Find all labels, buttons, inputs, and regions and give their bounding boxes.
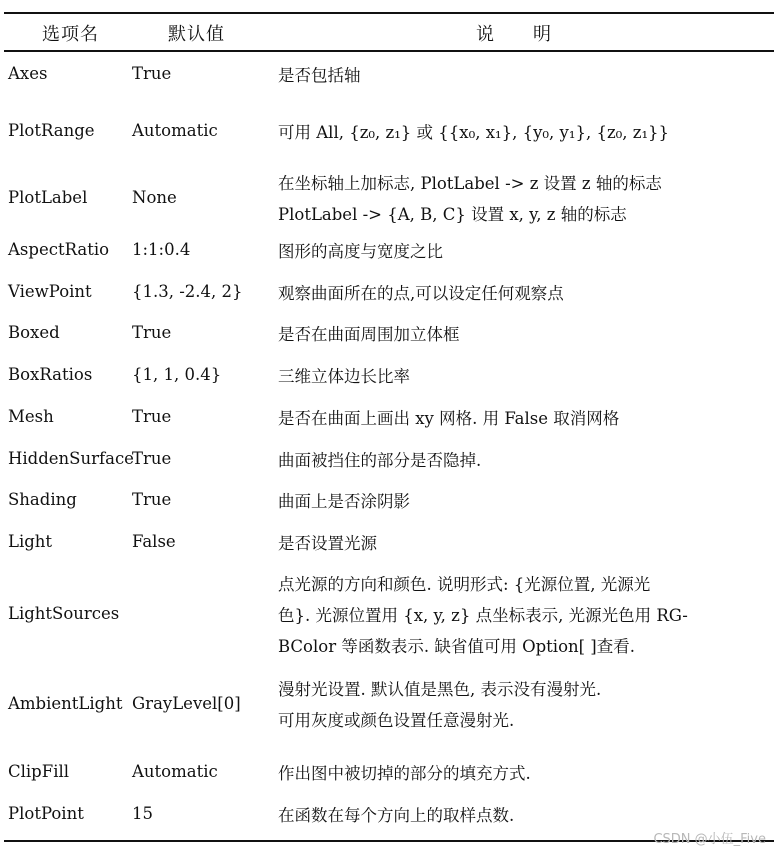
description-line: 是否在曲面周围加立体框 [278,324,460,344]
description-line: 是否在曲面上画出 xy 网格. 用 False 取消网格 [278,408,620,428]
default-value: {1, 1, 0.4} [132,365,222,384]
option-description [278,486,768,517]
description-line: 是否设置光源 [278,533,377,553]
option-name: Shading [8,490,77,509]
default-value: True [132,323,172,342]
option-description [278,319,768,350]
default-value: {1.3, -2.4, 2} [132,282,243,301]
description-line: 观察曲面所在的点,可以设定任何观察点 [278,283,564,303]
default-value: False [132,532,176,551]
option-name: Axes [8,64,48,83]
option-name: Mesh [8,407,54,426]
description-line: 在函数在每个方向上的取样点数. [278,805,515,825]
option-description [278,674,768,736]
option-description [278,278,768,309]
option-description [278,445,768,476]
option-name: BoxRatios [8,365,93,384]
option-description [278,60,768,91]
default-value: 15 [132,804,153,823]
default-value: True [132,64,172,83]
watermark: CSDN @小伍_Five [653,832,766,847]
description-line: 图形的高度与宽度之比 [278,241,443,261]
description-line: 曲面被挡住的部分是否隐掉. [278,450,482,470]
description-line: 点光源的方向和颜色. 说明形式: {光源位置, 光源光 [278,574,651,594]
description-line: BColor 等函数表示. 缺省值可用 Option[ ]查看. [278,636,635,656]
header-option-name: 选项名 [42,24,99,45]
description-line: 色}. 光源位置用 {x, y, z} 点坐标表示, 光源光色用 RG- [278,605,688,625]
option-name: PlotRange [8,121,95,140]
option-description [278,800,768,831]
option-description [278,569,768,662]
option-name: PlotPoint [8,804,84,823]
option-name: PlotLabel [8,188,88,207]
header-default-value: 默认值 [168,24,225,45]
option-description [278,403,768,434]
description-line: 在坐标轴上加标志, PlotLabel -> z 设置 z 轴的标志 [278,174,662,193]
default-value: 1:1:0.4 [132,240,191,259]
description-line: 曲面上是否涂阴影 [278,491,410,511]
option-name: ClipFill [8,762,70,781]
description-line: 漫射光设置. 默认值是黑色, 表示没有漫射光. [278,680,602,699]
header-description: 说 明 [476,24,552,45]
option-description [278,236,768,267]
option-name: ViewPoint [8,282,92,301]
default-value: True [132,449,172,468]
option-description [278,758,768,789]
default-value: GrayLevel[0] [132,694,241,713]
option-name: Boxed [8,323,60,342]
option-name: AspectRatio [8,240,110,259]
option-name: Light [8,532,53,551]
description-line: 可用灰度或颜色设置任意漫射光. [278,711,515,730]
option-name: AmbientLight [8,694,123,713]
description-line: 是否包括轴 [278,65,361,85]
description-line: 作出图中被切掉的部分的填充方式. [278,763,531,783]
option-name: HiddenSurface [8,449,134,468]
table-header-rule [4,50,774,52]
table-top-rule [4,12,774,14]
description-line: 可用 All, {z₀, z₁} 或 {{x₀, x₁}, {y₀, y₁}, {z₀, z₁}} [278,122,670,142]
option-name: LightSources [8,604,120,623]
option-description [278,168,768,230]
option-description [278,528,768,559]
description-line: 三维立体边长比率 [278,366,410,386]
description-line: PlotLabel -> {A, B, C} 设置 x, y, z 轴的标志 [278,205,627,224]
default-value: None [132,188,177,207]
option-description [278,117,768,148]
default-value: Automatic [132,762,218,781]
default-value: True [132,490,172,509]
default-value: True [132,407,172,426]
option-description [278,361,768,392]
default-value: Automatic [132,121,218,140]
